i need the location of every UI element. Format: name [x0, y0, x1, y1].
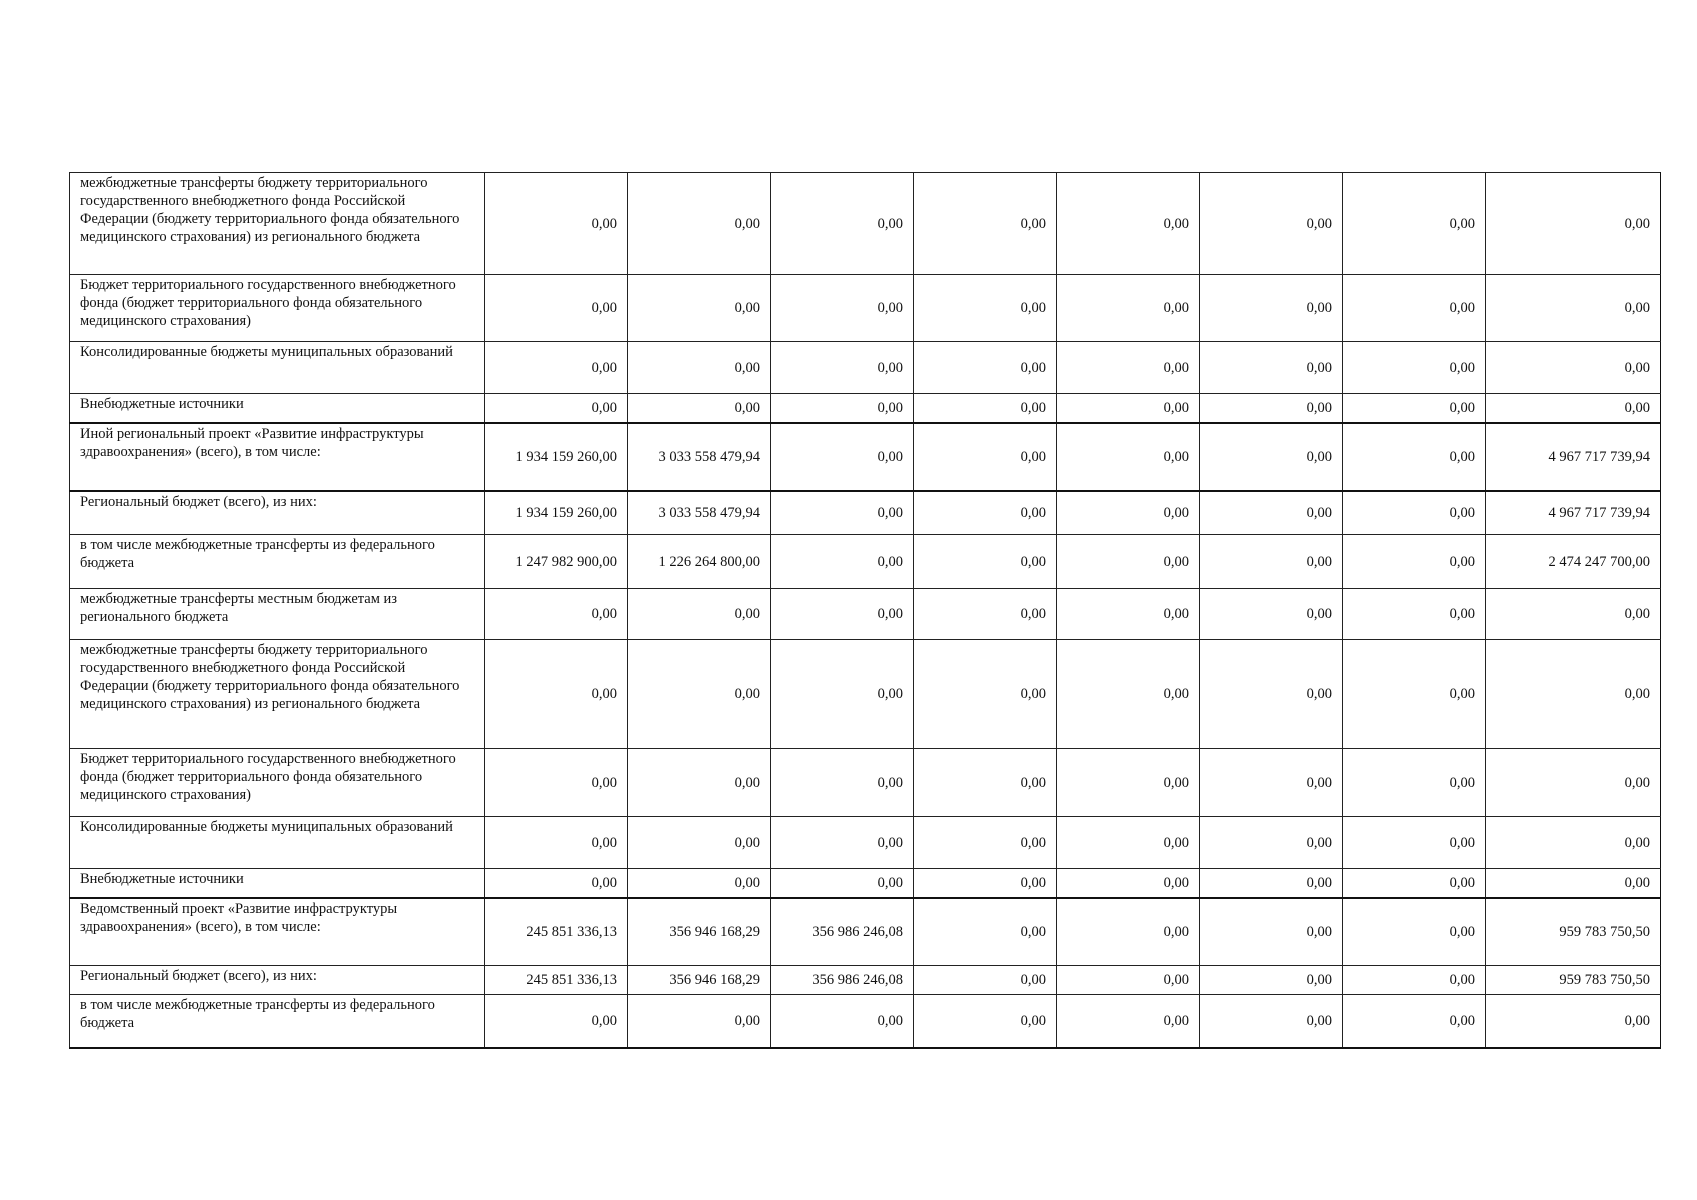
- row-year-value: 0,00: [771, 995, 914, 1048]
- row-year-value: 0,00: [1057, 394, 1200, 423]
- row-year-value: 0,00: [628, 640, 771, 749]
- row-year-value: 0,00: [914, 995, 1057, 1048]
- row-total-value: 0,00: [1486, 817, 1661, 869]
- row-label: Внебюджетные источники: [70, 394, 485, 423]
- row-year-value: 0,00: [1200, 342, 1343, 394]
- row-year-value: 0,00: [1343, 275, 1486, 342]
- row-year-value: 0,00: [1200, 898, 1343, 966]
- row-label: Региональный бюджет (всего), из них:: [70, 491, 485, 535]
- row-year-value: 356 946 168,29: [628, 898, 771, 966]
- row-year-value: 0,00: [1057, 817, 1200, 869]
- row-year-value: 0,00: [485, 869, 628, 898]
- row-label: межбюджетные трансферты местным бюджетам из регионального бюджета: [70, 589, 485, 640]
- row-year-value: 0,00: [628, 394, 771, 423]
- row-year-value: 0,00: [628, 589, 771, 640]
- row-year-value: 0,00: [1343, 817, 1486, 869]
- row-year-value: 0,00: [485, 589, 628, 640]
- row-year-value: 0,00: [771, 640, 914, 749]
- row-year-value: 0,00: [1057, 535, 1200, 589]
- table-row: [70, 173, 1661, 275]
- row-year-value: 0,00: [1200, 817, 1343, 869]
- row-year-value: 0,00: [485, 173, 628, 275]
- row-year-value: 245 851 336,13: [485, 966, 628, 995]
- row-year-value: 0,00: [1200, 535, 1343, 589]
- row-year-value: 0,00: [1200, 394, 1343, 423]
- table-row: [70, 535, 1661, 589]
- table-row: [70, 491, 1661, 535]
- row-year-value: 0,00: [628, 817, 771, 869]
- row-year-value: 0,00: [1343, 995, 1486, 1048]
- row-label: межбюджетные трансферты бюджету территориального государственного внебюджетного фонда Российской Федерации (бюджету территориального фонда обязательного медицинского страхования) из регионального бюджета: [70, 173, 485, 275]
- row-year-value: 0,00: [485, 640, 628, 749]
- row-year-value: 0,00: [1343, 342, 1486, 394]
- row-year-value: 0,00: [485, 749, 628, 817]
- row-year-value: 0,00: [1200, 995, 1343, 1048]
- row-label: межбюджетные трансферты бюджету территориального государственного внебюджетного фонда Российской Федерации (бюджету территориального фонда обязательного медицинского страхования) из регионального бюджета: [70, 640, 485, 749]
- row-year-value: 0,00: [1200, 749, 1343, 817]
- row-year-value: 0,00: [485, 995, 628, 1048]
- row-year-value: 0,00: [914, 749, 1057, 817]
- row-year-value: 0,00: [1343, 423, 1486, 491]
- row-year-value: 0,00: [771, 275, 914, 342]
- row-year-value: 0,00: [914, 898, 1057, 966]
- row-year-value: 0,00: [628, 275, 771, 342]
- row-year-value: 0,00: [1057, 966, 1200, 995]
- row-total-value: 0,00: [1486, 995, 1661, 1048]
- row-label: в том числе межбюджетные трансферты из федерального бюджета: [70, 995, 485, 1048]
- row-year-value: 0,00: [1200, 275, 1343, 342]
- row-year-value: 0,00: [628, 995, 771, 1048]
- row-total-value: 0,00: [1486, 394, 1661, 423]
- row-year-value: 0,00: [914, 491, 1057, 535]
- row-label: Бюджет территориального государственного внебюджетного фонда (бюджет территориального фонда обязательного медицинского страхования): [70, 275, 485, 342]
- row-year-value: 0,00: [1343, 869, 1486, 898]
- row-year-value: 0,00: [771, 342, 914, 394]
- row-label: Бюджет территориального государственного внебюджетного фонда (бюджет территориального фонда обязательного медицинского страхования): [70, 749, 485, 817]
- row-year-value: 0,00: [771, 423, 914, 491]
- table-row: [70, 342, 1661, 394]
- table-row: [70, 394, 1661, 423]
- row-year-value: 0,00: [1200, 640, 1343, 749]
- row-year-value: 0,00: [914, 173, 1057, 275]
- row-year-value: 0,00: [1200, 869, 1343, 898]
- row-label: Ведомственный проект «Развитие инфраструктуры здравоохранения» (всего), в том числе:: [70, 898, 485, 966]
- row-year-value: 0,00: [1343, 394, 1486, 423]
- row-year-value: 3 033 558 479,94: [628, 423, 771, 491]
- row-total-value: 4 967 717 739,94: [1486, 423, 1661, 491]
- table-row: [70, 817, 1661, 869]
- row-year-value: 0,00: [1200, 423, 1343, 491]
- row-year-value: 0,00: [1200, 173, 1343, 275]
- row-year-value: 0,00: [485, 394, 628, 423]
- row-year-value: 0,00: [1057, 423, 1200, 491]
- row-year-value: 0,00: [914, 589, 1057, 640]
- row-year-value: 0,00: [628, 749, 771, 817]
- row-year-value: 0,00: [1343, 749, 1486, 817]
- row-year-value: 0,00: [771, 535, 914, 589]
- row-year-value: 0,00: [1057, 640, 1200, 749]
- row-year-value: 0,00: [914, 394, 1057, 423]
- row-year-value: 0,00: [485, 342, 628, 394]
- row-year-value: 0,00: [1343, 640, 1486, 749]
- table-row: [70, 995, 1661, 1048]
- row-year-value: 0,00: [914, 640, 1057, 749]
- table-row: [70, 589, 1661, 640]
- row-year-value: 0,00: [628, 869, 771, 898]
- row-year-value: 0,00: [485, 275, 628, 342]
- row-year-value: 1 226 264 800,00: [628, 535, 771, 589]
- row-year-value: 0,00: [1200, 966, 1343, 995]
- row-total-value: 0,00: [1486, 275, 1661, 342]
- row-year-value: 0,00: [1057, 749, 1200, 817]
- row-year-value: 0,00: [1343, 491, 1486, 535]
- row-year-value: 0,00: [914, 423, 1057, 491]
- row-year-value: 0,00: [771, 173, 914, 275]
- row-year-value: 0,00: [1057, 898, 1200, 966]
- row-label: Консолидированные бюджеты муниципальных образований: [70, 342, 485, 394]
- row-total-value: 0,00: [1486, 342, 1661, 394]
- row-year-value: 0,00: [1057, 589, 1200, 640]
- row-total-value: 4 967 717 739,94: [1486, 491, 1661, 535]
- row-year-value: 0,00: [914, 966, 1057, 995]
- row-year-value: 0,00: [1057, 995, 1200, 1048]
- row-year-value: 0,00: [1057, 342, 1200, 394]
- row-year-value: 356 946 168,29: [628, 966, 771, 995]
- row-year-value: 1 934 159 260,00: [485, 491, 628, 535]
- row-year-value: 3 033 558 479,94: [628, 491, 771, 535]
- row-year-value: 0,00: [1343, 589, 1486, 640]
- row-total-value: 0,00: [1486, 640, 1661, 749]
- row-total-value: 0,00: [1486, 173, 1661, 275]
- row-year-value: 0,00: [771, 491, 914, 535]
- row-year-value: 0,00: [628, 342, 771, 394]
- table-row: [70, 869, 1661, 898]
- row-year-value: 0,00: [914, 535, 1057, 589]
- row-year-value: 0,00: [771, 749, 914, 817]
- row-year-value: 356 986 246,08: [771, 966, 914, 995]
- row-year-value: 0,00: [914, 869, 1057, 898]
- row-total-value: 0,00: [1486, 749, 1661, 817]
- row-year-value: 0,00: [1057, 869, 1200, 898]
- row-year-value: 1 247 982 900,00: [485, 535, 628, 589]
- row-year-value: 0,00: [771, 869, 914, 898]
- table-row: [70, 275, 1661, 342]
- row-total-value: 0,00: [1486, 589, 1661, 640]
- row-year-value: 0,00: [1343, 898, 1486, 966]
- row-year-value: 0,00: [914, 275, 1057, 342]
- table-row: [70, 966, 1661, 995]
- row-year-value: 0,00: [1343, 966, 1486, 995]
- row-year-value: 0,00: [1057, 491, 1200, 535]
- row-year-value: 356 986 246,08: [771, 898, 914, 966]
- row-year-value: 0,00: [628, 173, 771, 275]
- row-label: Региональный бюджет (всего), из них:: [70, 966, 485, 995]
- row-year-value: 0,00: [1343, 535, 1486, 589]
- row-year-value: 0,00: [771, 817, 914, 869]
- row-year-value: 0,00: [914, 817, 1057, 869]
- table-body: [70, 173, 1661, 1048]
- row-label: Иной региональный проект «Развитие инфраструктуры здравоохранения» (всего), в том числе:: [70, 423, 485, 491]
- row-year-value: 0,00: [1200, 491, 1343, 535]
- row-year-value: 245 851 336,13: [485, 898, 628, 966]
- row-year-value: 1 934 159 260,00: [485, 423, 628, 491]
- row-year-value: 0,00: [485, 817, 628, 869]
- row-total-value: 959 783 750,50: [1486, 966, 1661, 995]
- row-year-value: 0,00: [771, 394, 914, 423]
- row-label: Внебюджетные источники: [70, 869, 485, 898]
- row-year-value: 0,00: [1057, 275, 1200, 342]
- row-total-value: 959 783 750,50: [1486, 898, 1661, 966]
- table-row: [70, 898, 1661, 966]
- row-year-value: 0,00: [1343, 173, 1486, 275]
- row-year-value: 0,00: [1200, 589, 1343, 640]
- row-total-value: 0,00: [1486, 869, 1661, 898]
- table-row: [70, 423, 1661, 491]
- row-year-value: 0,00: [1057, 173, 1200, 275]
- table-row: [70, 640, 1661, 749]
- budget-table: [69, 172, 1661, 1049]
- row-year-value: 0,00: [914, 342, 1057, 394]
- row-total-value: 2 474 247 700,00: [1486, 535, 1661, 589]
- row-label: Консолидированные бюджеты муниципальных образований: [70, 817, 485, 869]
- row-label: в том числе межбюджетные трансферты из федерального бюджета: [70, 535, 485, 589]
- row-year-value: 0,00: [771, 589, 914, 640]
- table-row: [70, 749, 1661, 817]
